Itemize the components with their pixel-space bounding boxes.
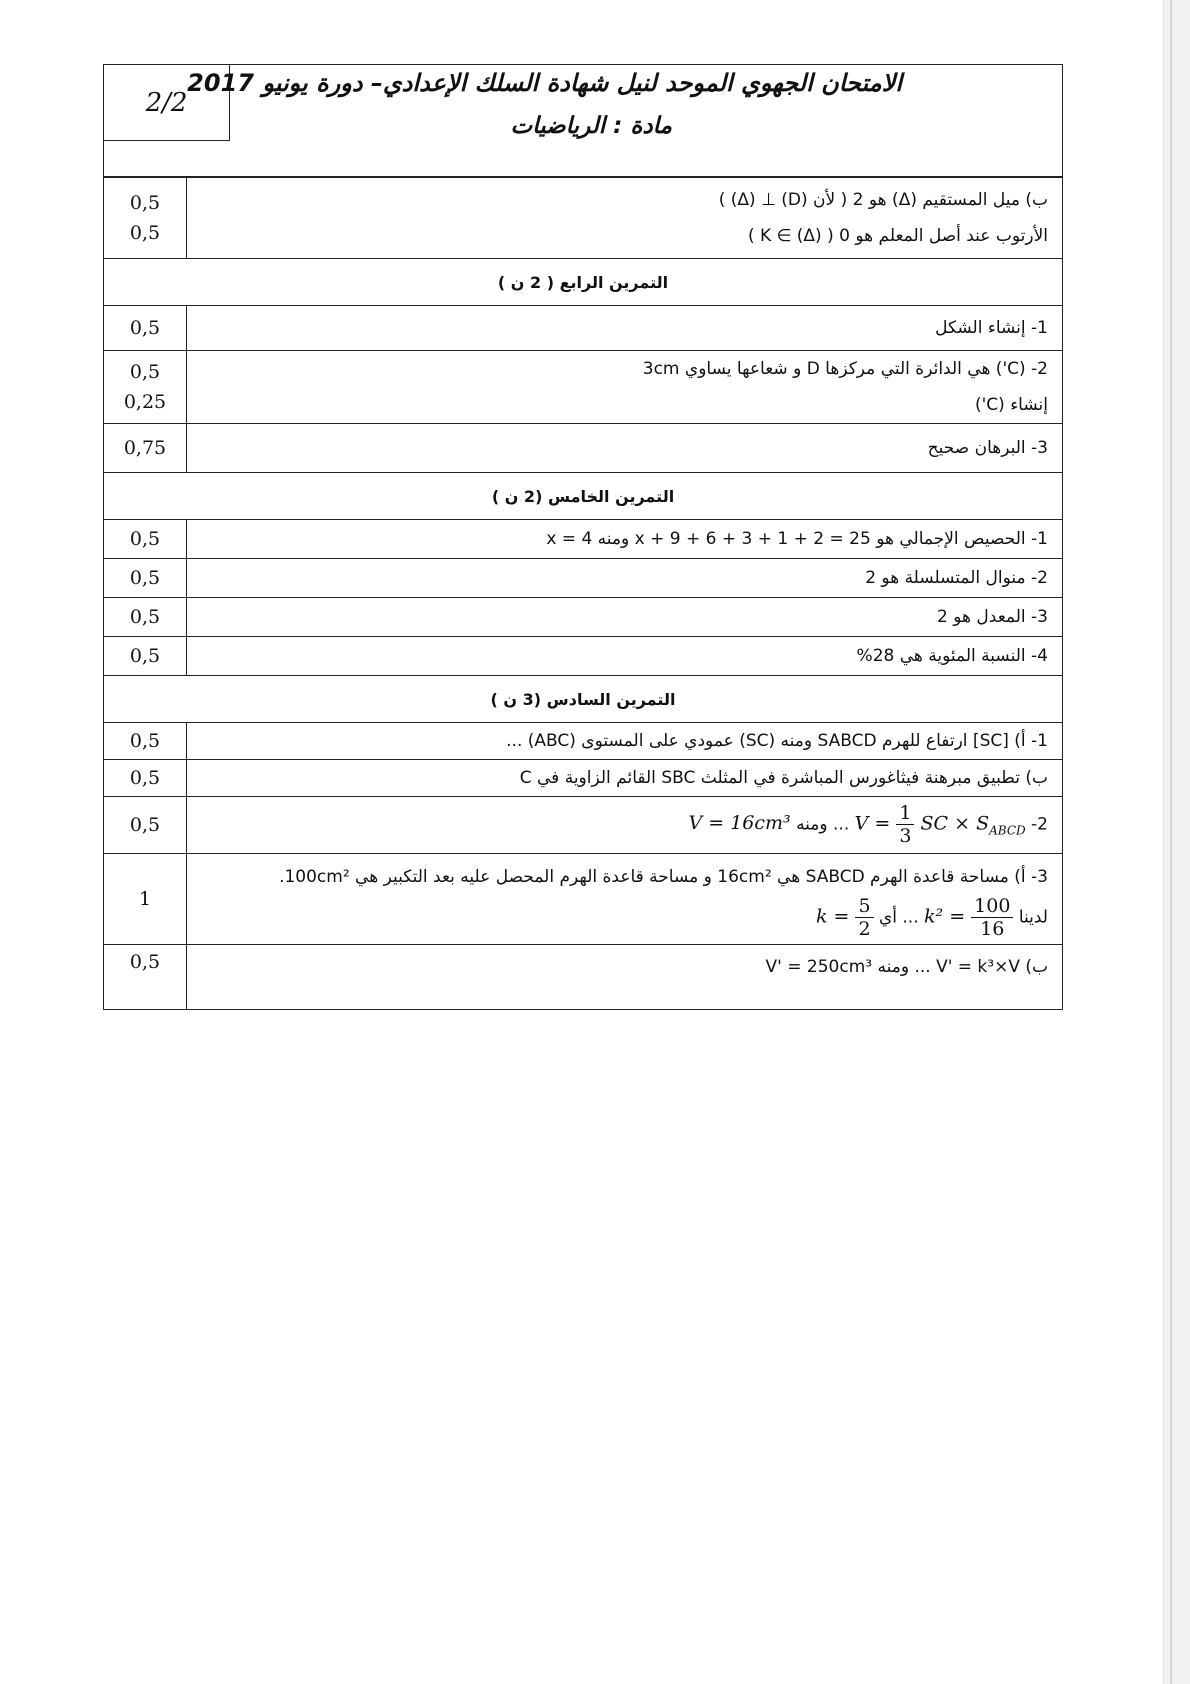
- exercise-title-row: [104, 473, 1063, 520]
- score-cell: 0,5: [104, 598, 187, 637]
- answer-cell: ب) V' = k³×V ... ومنه V' = 250cm³: [187, 945, 1063, 1010]
- answer-line: ب) ميل المستقيم (Δ) هو 2 ( لأن (D) ⊥ (Δ) ): [718, 190, 1048, 210]
- answer-line: 3- أ) مساحة قاعدة الهرم SABCD هي 16cm² و مساحة قاعدة الهرم المحصل عليه بعد التكبير هي 100cm².: [279, 866, 1048, 887]
- dots: ...: [833, 814, 850, 835]
- score-cell: 0,75: [104, 424, 187, 473]
- score-cell: 0,5: [104, 945, 187, 1010]
- answer-line: 2- (C') هي الدائرة التي مركزها D و شعاعها يساوي 3cm: [642, 359, 1048, 379]
- table-row: [104, 598, 1063, 637]
- score-cell: 0,5: [104, 797, 187, 854]
- table-row: [104, 178, 1063, 259]
- score-value: 0,25: [123, 391, 167, 413]
- k-squared-formula: [924, 895, 1013, 940]
- answer-line: الأرتوب عند أصل المعلم هو 0 ( K ∈ (Δ) ): [747, 226, 1048, 246]
- answer-cell: 3- البرهان صحيح: [187, 424, 1063, 473]
- answer-cell: [187, 854, 1063, 945]
- score-cell: 0,5: [104, 520, 187, 559]
- page-number: 2/2: [104, 65, 230, 141]
- table-row: [104, 723, 1063, 760]
- answer-cell: [187, 178, 1063, 259]
- table-row: [104, 520, 1063, 559]
- answer-cell: 1- إنشاء الشكل: [187, 306, 1063, 351]
- table-row: [104, 797, 1063, 854]
- question-label: 2-: [1031, 814, 1048, 835]
- fraction-denominator: 2: [858, 917, 871, 940]
- exercise-6-title: التمرين السادس (3 ن ): [104, 676, 1063, 723]
- table-row: [104, 559, 1063, 598]
- table-row: [104, 854, 1063, 945]
- volume-result: V = 16cm³: [688, 812, 791, 835]
- fraction-numerator: 5: [855, 895, 873, 918]
- answer-cell: 2- منوال المتسلسلة هو 2: [187, 559, 1063, 598]
- score-value: 0,5: [129, 361, 161, 383]
- table-row: [104, 424, 1063, 473]
- grading-table: [103, 177, 1063, 1010]
- fraction: [855, 895, 873, 940]
- exercise-5-title: التمرين الخامس (2 ن ): [104, 473, 1063, 520]
- prefix-word: لدينا: [1018, 907, 1048, 927]
- conclusion-word: أي: [878, 907, 897, 927]
- score-value: 0,5: [129, 222, 161, 244]
- answer-cell: 1- أ) [SC] ارتفاع للهرم SABCD ومنه (SC) عمودي على المستوى (ABC) ...: [187, 723, 1063, 760]
- score-cell: 0,5: [104, 760, 187, 797]
- scan-edge: [1163, 0, 1190, 1684]
- formula-right: SC × S: [920, 812, 990, 835]
- score-cell: 0,5: [104, 306, 187, 351]
- score-cell: 0,5: [104, 559, 187, 598]
- score-cell: [104, 351, 187, 424]
- answer-cell: [187, 351, 1063, 424]
- dots: ...: [902, 907, 919, 927]
- answer-cell: ب) تطبيق مبرهنة فيثاغورس المباشرة في المثلث SBC القائم الزاوية في C: [187, 760, 1063, 797]
- scan-edge-line: [1170, 0, 1172, 1684]
- conclusion-word: ومنه: [796, 814, 828, 835]
- table-row: [104, 306, 1063, 351]
- fraction-denominator: 3: [899, 824, 912, 847]
- answer-cell: 1- الحصيص الإجمالي هو 25 = 2 + 1 + x + 9 + 6 + 3 ومنه x = 4: [187, 520, 1063, 559]
- exercise-title-row: [104, 259, 1063, 306]
- fraction-denominator: 16: [980, 917, 1005, 940]
- table-row: [104, 351, 1063, 424]
- exam-title: الامتحان الجهوي الموحد لنيل شهادة السلك الإعدادي– دورة يونيو 2017: [187, 69, 902, 97]
- volume-formula: [855, 802, 1026, 848]
- table-row: [104, 760, 1063, 797]
- score-value: 0,5: [129, 192, 161, 214]
- exam-header: [103, 64, 1063, 177]
- formula-left: V =: [854, 812, 891, 835]
- k-squared-label: k² =: [924, 905, 966, 927]
- score-cell: [104, 178, 187, 259]
- fraction: [896, 802, 914, 847]
- answer-cell: [187, 797, 1063, 854]
- fraction: [971, 895, 1013, 940]
- table-row: [104, 945, 1063, 1010]
- exercise-title-row: [104, 676, 1063, 723]
- k-label: k =: [815, 905, 850, 927]
- k-formula: [816, 895, 874, 940]
- fraction-numerator: 1: [896, 802, 914, 825]
- exam-subject: مادة : الرياضيات: [510, 113, 672, 139]
- score-cell: 0,5: [104, 637, 187, 676]
- score-cell: 0,5: [104, 723, 187, 760]
- fraction-numerator: 100: [971, 895, 1013, 918]
- answer-line: إنشاء (C'): [974, 395, 1048, 415]
- answer-line-math: [195, 895, 1048, 940]
- exercise-4-title: التمرين الرابع ( 2 ن ): [104, 259, 1063, 306]
- score-cell: 1: [104, 854, 187, 945]
- answer-cell: 3- المعدل هو 2: [187, 598, 1063, 637]
- formula-subscript: ABCD: [989, 823, 1026, 838]
- exam-page: [103, 64, 1063, 1010]
- table-row: [104, 637, 1063, 676]
- answer-cell: 4- النسبة المئوية هي 28%: [187, 637, 1063, 676]
